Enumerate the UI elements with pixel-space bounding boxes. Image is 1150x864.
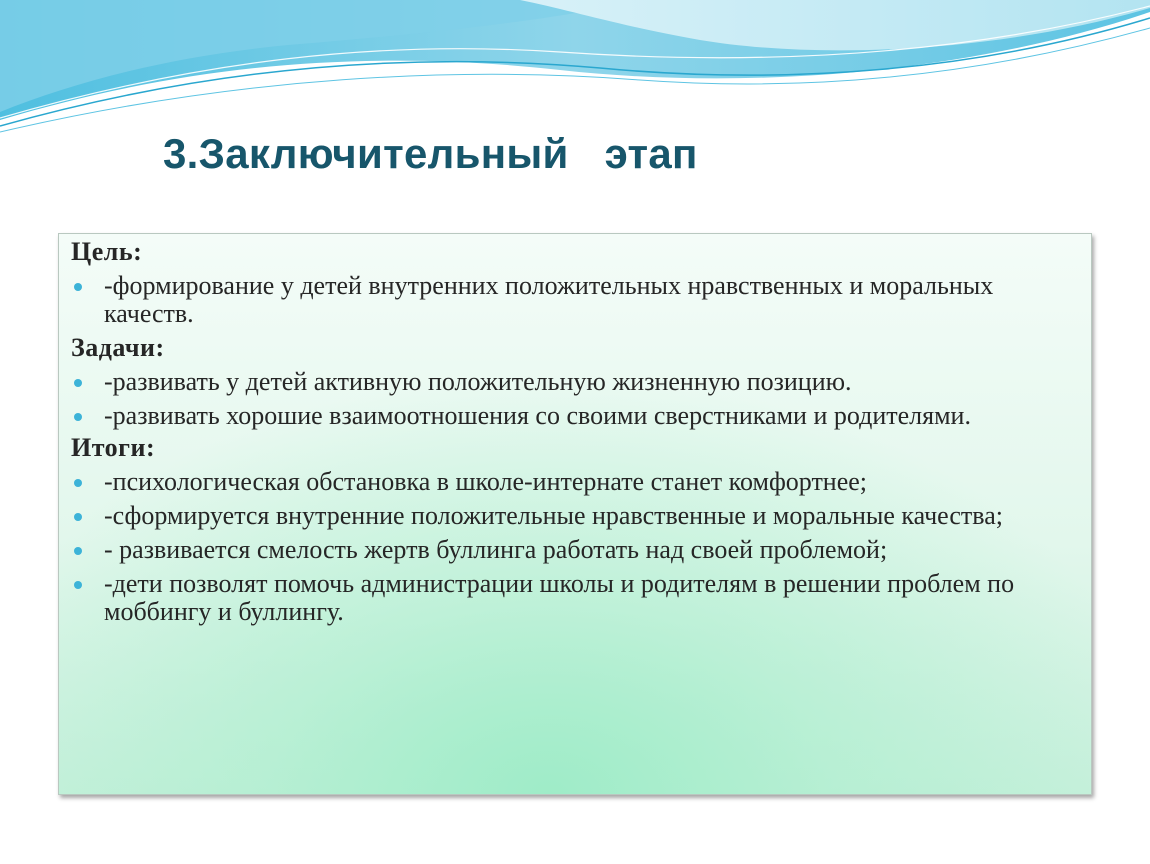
bullet-icon (74, 379, 82, 387)
list-item-text: -психологическая обстановка в школе-интернате станет комфортнее; (104, 467, 868, 496)
list-item-text: -формирование у детей внутренних положительных нравственных и моральных качеств. (104, 271, 994, 328)
list-item-text: -развивать хорошие взаимоотношения со своими сверстниками и родителями. (104, 401, 971, 430)
section-heading-goal: Цель: (71, 237, 143, 266)
section-heading-results: Итоги: (71, 433, 156, 462)
goal-list (71, 272, 1071, 328)
list-item-text: -сформируется внутренние положительные нравственные и моральные качества; (104, 501, 1003, 530)
list-item (71, 368, 1071, 396)
list-item (71, 570, 1071, 626)
list-item (71, 402, 1071, 430)
results-list (71, 468, 1071, 626)
decorative-wave (0, 0, 1150, 140)
tasks-list (71, 368, 1071, 430)
list-item-text: -дети позволят помочь администрации школы и родителям в решении проблем по моббингу и буллингу. (104, 569, 1015, 626)
slide-title: 3.Заключительный этап (163, 130, 698, 177)
content-box (58, 233, 1092, 795)
list-item (71, 536, 1071, 564)
body-text (71, 234, 1071, 626)
list-item (71, 272, 1071, 328)
list-item (71, 468, 1071, 496)
list-item (71, 502, 1071, 530)
bullet-icon (74, 581, 82, 589)
bullet-icon (74, 283, 82, 291)
bullet-icon (74, 547, 82, 555)
bullet-icon (74, 479, 82, 487)
bullet-icon (74, 413, 82, 421)
list-item-text: - развивается смелость жертв буллинга работать над своей проблемой; (104, 535, 888, 564)
list-item-text: -развивать у детей активную положительную жизненную позицию. (104, 367, 852, 396)
bullet-icon (74, 513, 82, 521)
section-heading-tasks: Задачи: (71, 333, 165, 362)
